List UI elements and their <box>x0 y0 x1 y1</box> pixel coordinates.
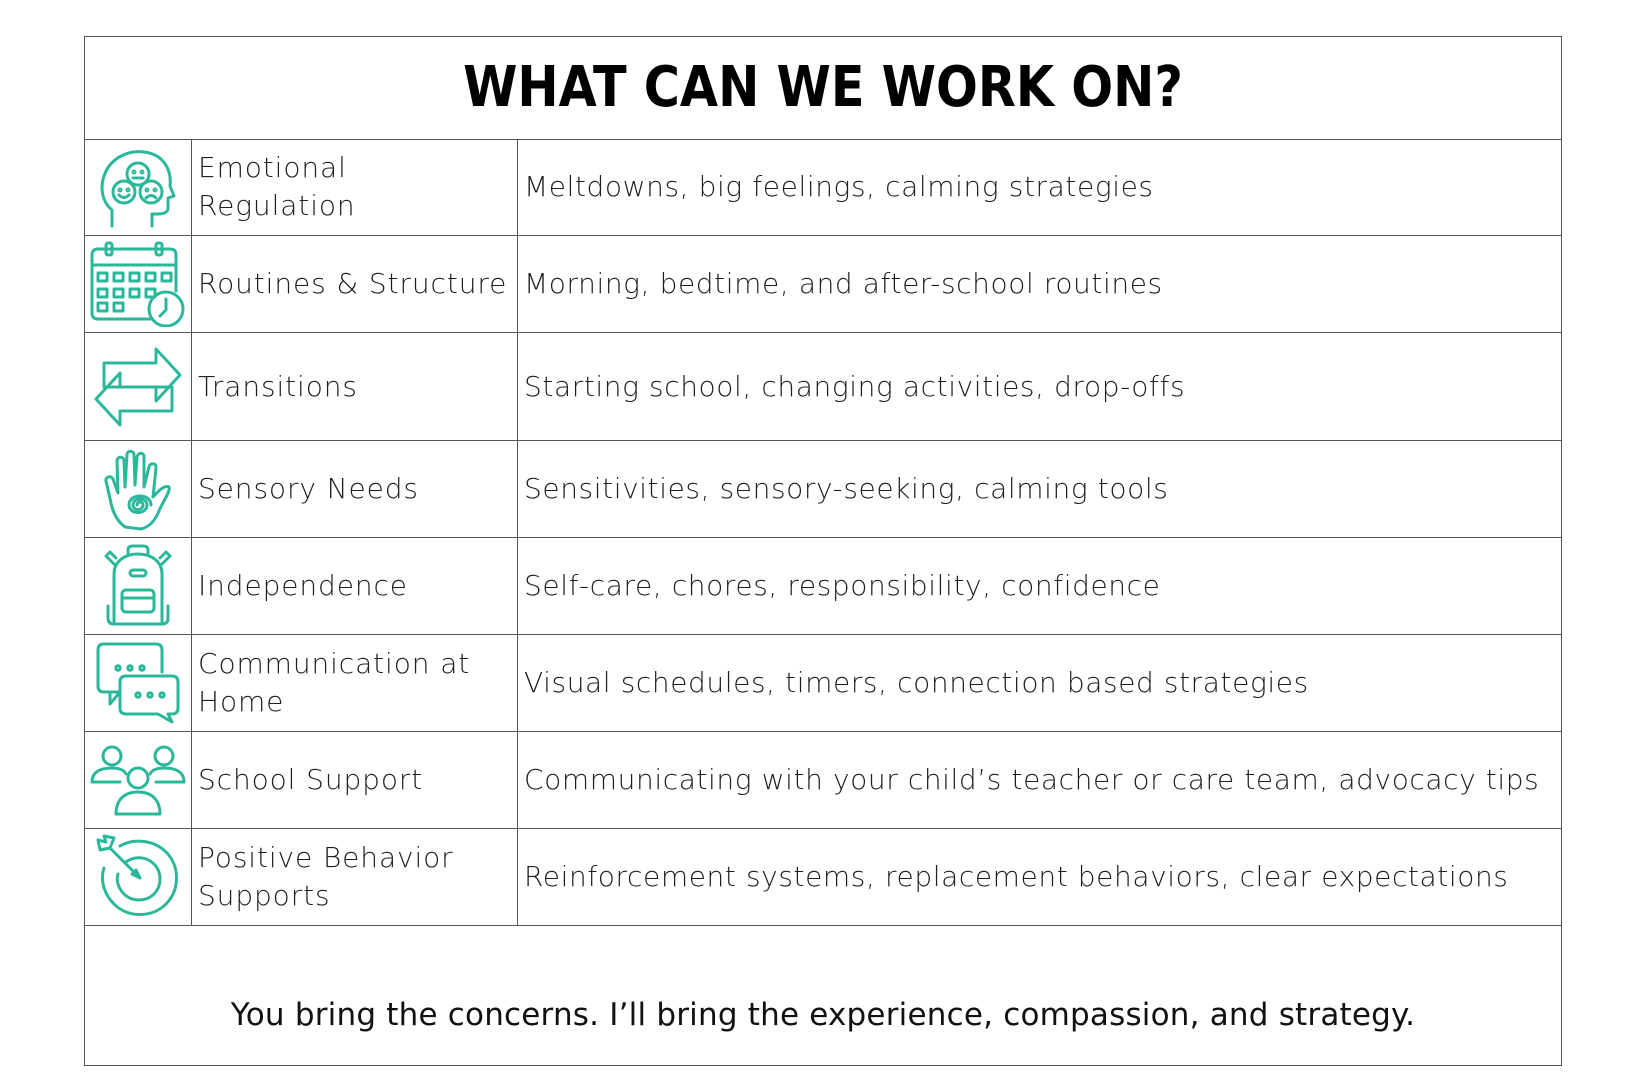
description-cell <box>518 829 1561 925</box>
topic-label: Routines & Structure <box>198 267 508 300</box>
topic-description: Communicating with your child’s teacher or care team, advocacy tips <box>524 763 1540 796</box>
icon-cell <box>85 441 192 537</box>
topic-cell <box>192 441 518 537</box>
topic-description: Sensitivities, sensory-seeking, calming tools <box>524 472 1169 505</box>
table-row <box>85 139 1561 236</box>
icon-cell <box>85 333 192 440</box>
transition-arrows-icon <box>94 345 182 429</box>
topic-label: Positive Behavior Supports <box>198 841 454 912</box>
icon-cell <box>85 139 192 235</box>
description-cell <box>518 236 1561 332</box>
topic-description: Visual schedules, timers, connection based strategies <box>524 666 1309 699</box>
topic-label: Sensory Needs <box>198 472 419 505</box>
description-cell <box>518 538 1561 634</box>
footer-tagline: You bring the concerns. I’ll bring the experience, compassion, and strategy. <box>230 997 1416 1033</box>
topics-list <box>85 139 1561 926</box>
table-row <box>85 333 1561 441</box>
topic-description: Self-care, chores, responsibility, confidence <box>524 569 1161 602</box>
icon-cell <box>85 538 192 634</box>
target-arrow-icon <box>96 834 180 920</box>
chat-bubbles-icon <box>96 642 180 724</box>
table-row <box>85 829 1561 926</box>
topic-description: Morning, bedtime, and after-school routines <box>524 267 1163 300</box>
topic-cell <box>192 139 518 235</box>
table-row <box>85 441 1561 538</box>
table-row <box>85 236 1561 333</box>
description-cell <box>518 139 1561 235</box>
topic-label: School Support <box>198 763 424 796</box>
title-row <box>85 37 1561 140</box>
work-on-table <box>84 36 1562 1066</box>
page-title: WHAT CAN WE WORK ON? <box>463 54 1183 120</box>
topic-description: Starting school, changing activities, drop-offs <box>524 369 1186 403</box>
description-cell <box>518 635 1561 731</box>
icon-cell <box>85 236 192 332</box>
description-cell <box>518 333 1561 440</box>
backpack-icon <box>100 544 176 628</box>
footer-row <box>85 965 1561 1065</box>
calendar-clock-icon <box>90 241 186 327</box>
table-row <box>85 538 1561 635</box>
topic-description: Reinforcement systems, replacement behaviors, clear expectations <box>524 860 1509 893</box>
topic-cell <box>192 236 518 332</box>
topic-label: Emotional Regulation <box>198 151 356 222</box>
description-cell <box>518 441 1561 537</box>
hand-spiral-icon <box>103 447 173 531</box>
topic-cell <box>192 333 518 440</box>
topic-label: Independence <box>198 569 408 602</box>
table-row <box>85 635 1561 732</box>
head-emotions-icon <box>98 146 178 228</box>
group-people-icon <box>90 744 186 816</box>
topic-label: Communication at Home <box>198 647 471 718</box>
topic-cell <box>192 635 518 731</box>
topic-cell <box>192 732 518 828</box>
topic-cell <box>192 538 518 634</box>
topic-description: Meltdowns, big feelings, calming strategies <box>524 170 1154 203</box>
table-row <box>85 732 1561 829</box>
topic-cell <box>192 829 518 925</box>
icon-cell <box>85 635 192 731</box>
icon-cell <box>85 732 192 828</box>
topic-label: Transitions <box>198 369 358 403</box>
icon-cell <box>85 829 192 925</box>
description-cell <box>518 732 1561 828</box>
